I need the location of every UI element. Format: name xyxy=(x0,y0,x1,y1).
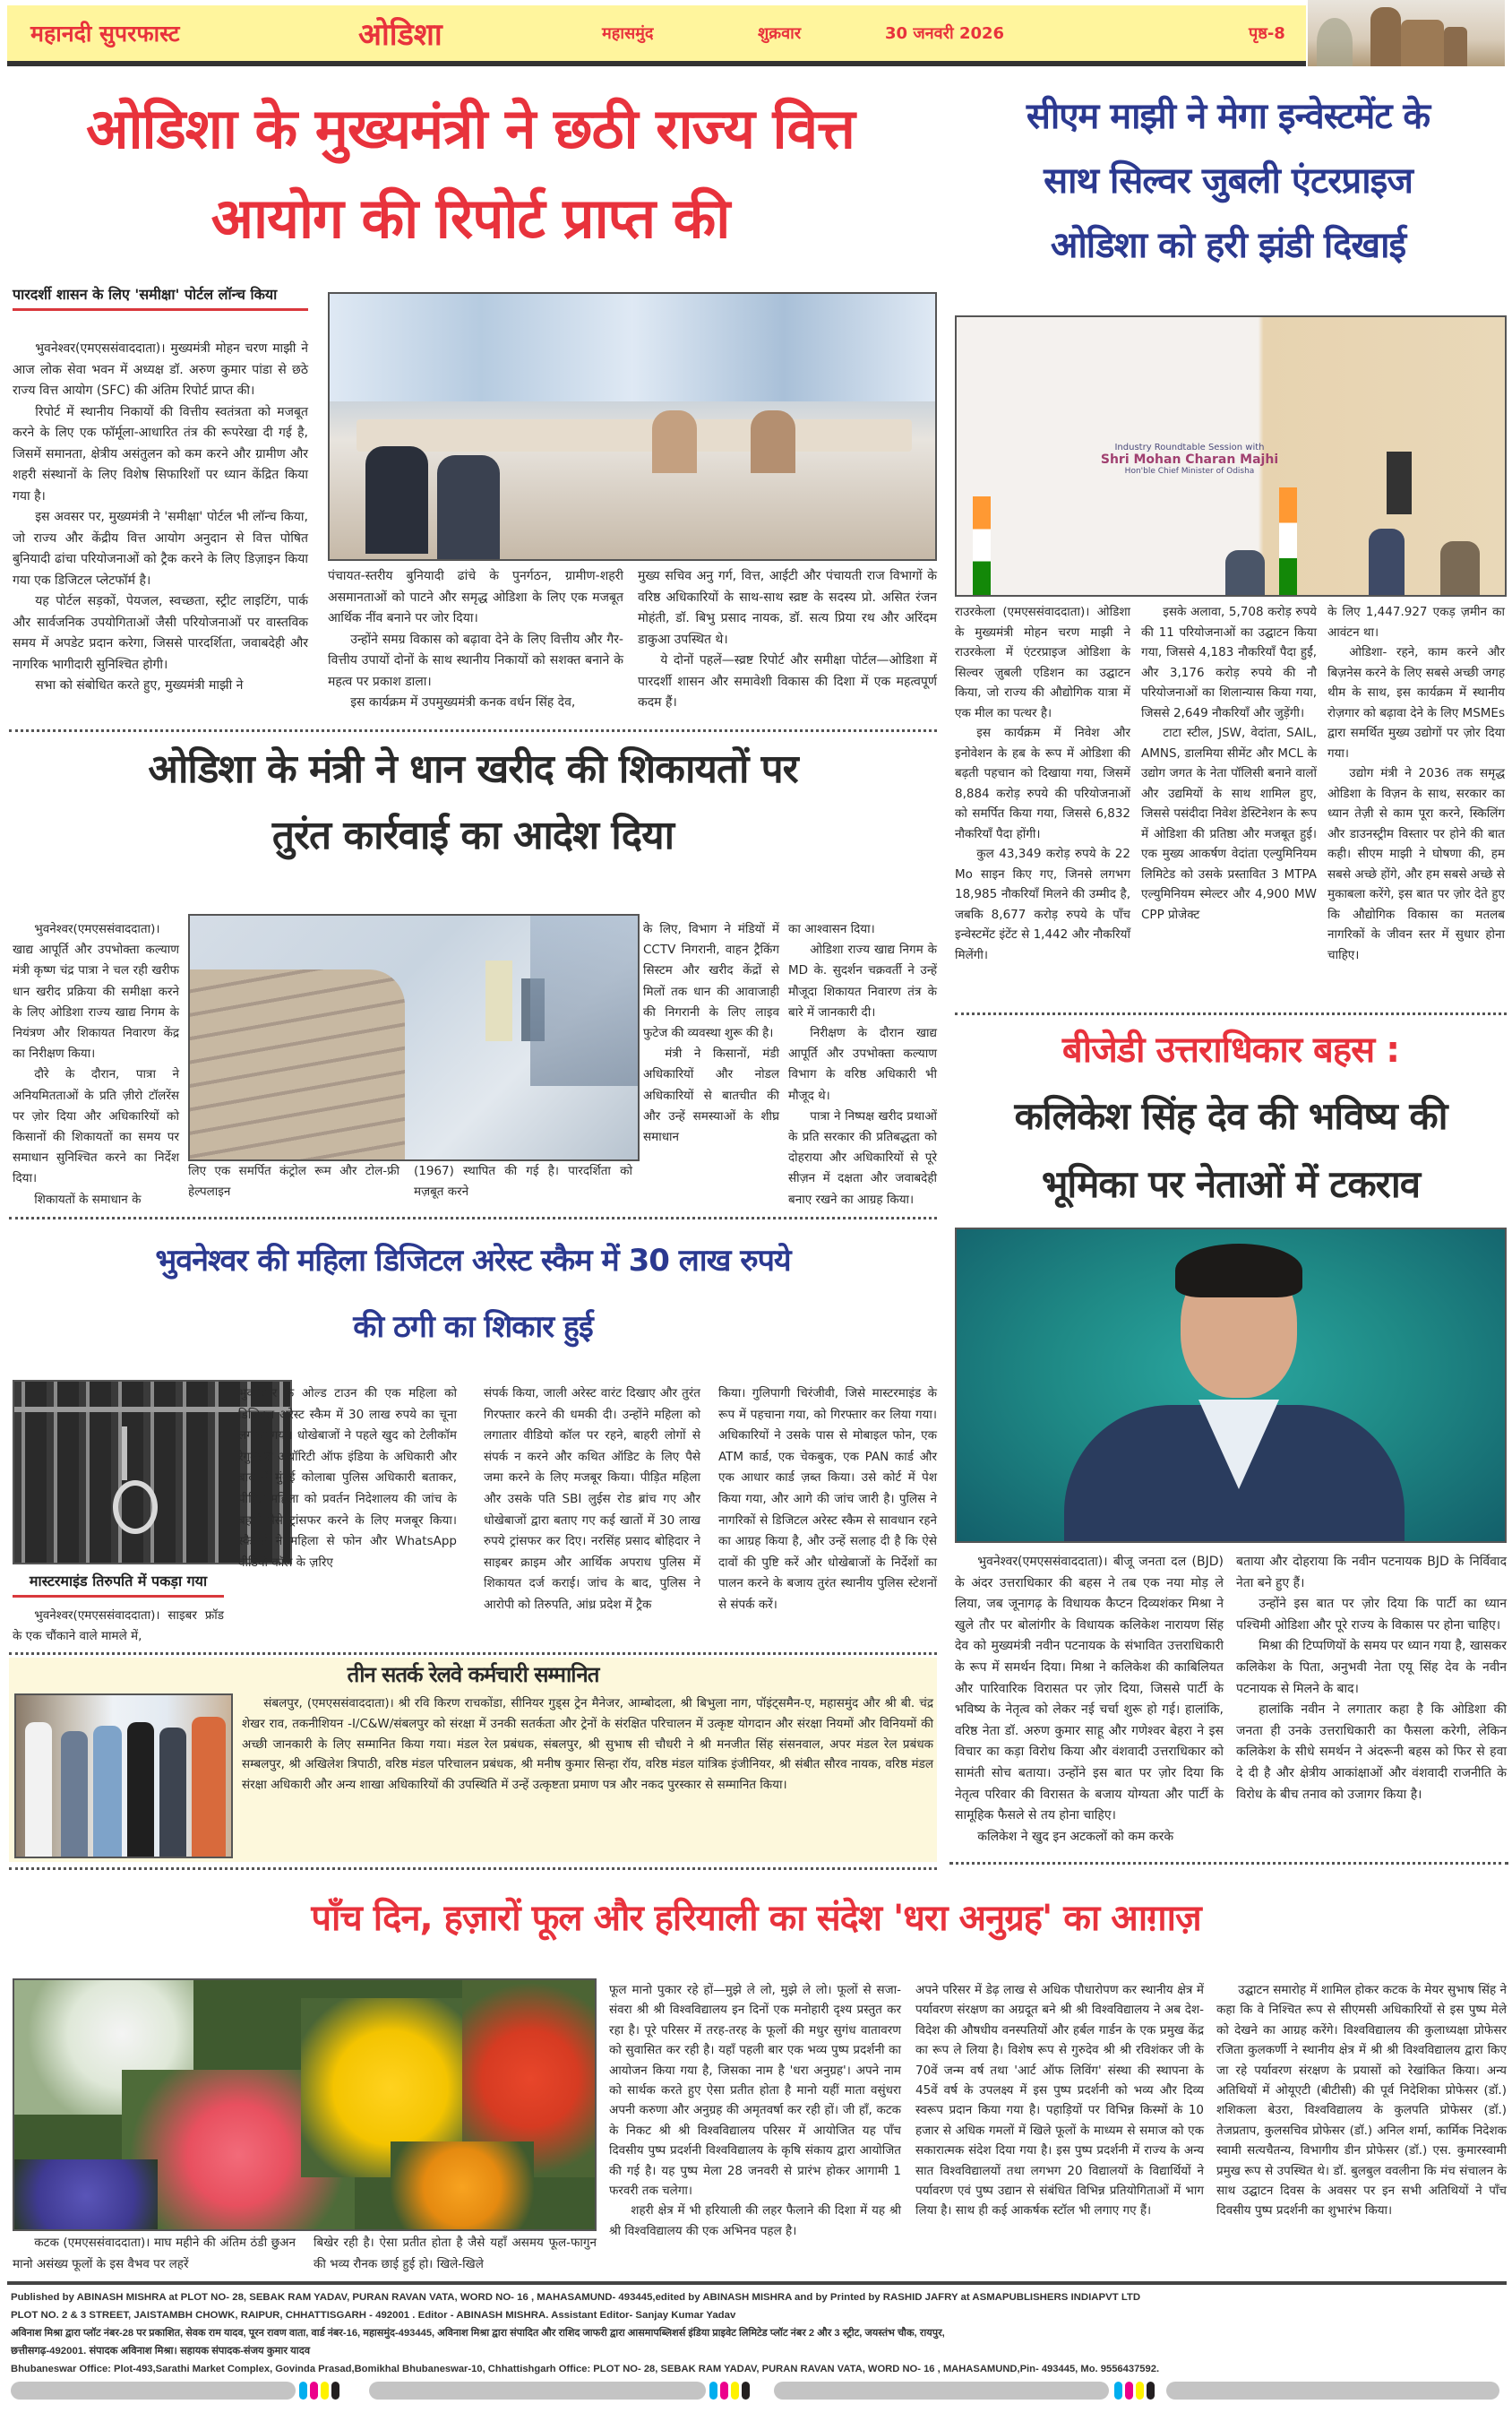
story5-headline-line1: भुवनेश्वर की महिला डिजिटल अरेस्ट स्कैम में 30 लाख रुपये xyxy=(155,1243,791,1279)
temple-image xyxy=(1308,0,1505,66)
story4-kicker: बीजेडी उत्तराधिकार बहस : xyxy=(1061,1030,1400,1071)
story7-caption-a: कटक (एमएससंवाददाता)। माघ महीने की अंतिम ठंडी छुअन मानो असंख्य फूलों के इस वैभव पर लहरें xyxy=(13,2236,296,2271)
story2-headline-line2: साथ सिल्वर जुबली एंटरप्राइज xyxy=(1044,160,1413,202)
story2-col1: राउरकेला (एमएससंवाददाता)। ओडिशा के मुख्यमंत्री मोहन चरण माझी ने राउरकेला में एंटरप्राइज ओडिशा के सिल्वर ज़ुबली एडिशन का उद्घाटन किया, जो राज्य की औद्योगिक यात्रा में एक मील का पत्थर है। इस कार्यक्रम में निवेश और इनोवेशन के हब के रूप में ओडिशा की बढ़ती पहचान को दिखाया गया, जिसमें 8,884 करोड़ रुपये की परियोजनाओं को समर्पित किया गया, जिससे 6,832 नौकरियाँ पैदा होंगी। कुल 43,349 करोड़ रुपये के 22 Mo साइन किए गए, जिनसे लगभग 18,985 नौकरियाँ मिलने की उम्मीद है, जबकि 8,677 करोड़ रुपये के पाँच इन्वेस्टमेंट इंटेंट से 1,442 और नौकरियाँ मिलेंगी। xyxy=(955,605,1130,962)
story1-photo-meeting xyxy=(328,292,937,561)
story7-col3: अपने परिसर में डेढ़ लाख से अधिक पौधारोपण कर स्थानीय क्षेत्र में पर्यावरण संरक्षण का अग्रदूत बने श्री श्री विश्वविद्यालय ने अब देश-विदेश की औषधीय वनस्पतियों और हर्बल गार्डन के एक प्रमुख केंद्र का रूप ले लिया है। विशेष रूप से गुरुदेव श्री श्री रविशंकर जी के 70वें जन्म वर्ष तथा 'आर्ट ऑफ लिविंग' संस्था की स्थापना के 45वें वर्ष के उपलक्ष्य में इस पुष्प प्रदर्शनी को भव्य और दिव्य स्वरूप प्रदान किया गया है। पहाड़ियों पर विभिन्न किस्मों के 10 हजार से अधिक गमलों में खिले फूलों के माध्यम से समाज को एक सकारात्मक संदेश दिया गया है। इस पुष्प प्रदर्शनी में राज्य के अन्य सात विश्वविद्यालयों तथा लगभग 20 विद्यालयों के विद्यार्थियों ने पर्यावरण एवं पुष्प उद्यान से संबंधित विभिन्न प्रतियोगिताओं में भाग लिया है। साथ ही कई आकर्षक स्टॉल भी लगाए गए हैं। xyxy=(915,1983,1204,2219)
story5-col2: भुवनेश्वर के ओल्ड टाउन की एक महिला को डिजिटल अरेस्ट स्कैम में 30 लाख रुपये का चूना लगाया गया। धोखेबाजों ने पहले खुद को टेलीकॉम रेगुलेटरी अथॉरिटी ऑफ इंडिया के अधिकारी और बाद में मुंबई कोलाबा पुलिस अधिकारी बताकर, पीड़ित महिला को प्रवर्तन निदेशालय की जांच के बहाने पैसे ट्रांसफर करने के लिए मजबूर किया। स्कैमर्स ने महिला से फोन और WhatsApp वीडियो कॉल के ज़रिए xyxy=(238,1386,457,1570)
story3-col3: के लिए, विभाग ने मंडियों में CCTV निगरानी, वाहन ट्रैकिंग सिस्टम और खरीद केंद्रों से मिलों तक धान की आवाजाही की निगरानी के लिए लाइव फुटेज की व्यवस्था शुरू की है। मंत्री ने किसानों, मंडी अधिकारियों और नोडल अधिकारियों से बातचीत की और उन्हें समस्याओं के शीघ्र समाधान xyxy=(643,922,779,1145)
story1-subhead: पारदर्शी शासन के लिए 'समीक्षा' पोर्टल लॉन्च किया xyxy=(13,285,308,311)
divider xyxy=(9,1652,937,1655)
story5-col3: संपर्क किया, जाली अरेस्ट वारंट दिखाए और तुरंत गिरफ्तार करने की धमकी दी। उन्होंने महिला को लगातार वीडियो कॉल पर रहने, बाहरी लोगों से संपर्क न करने और कथित ऑडिट के लिए पैसे जमा करने के लिए मजबूर किया। पीड़ित महिला और उसके पति SBI लुईस रोड ब्रांच गए और धोखेबाजों द्वारा बताए गए कई खातों में 30 लाख रुपये ट्रांसफर कर दिए। नरसिंह प्रसाद बोहिदार ने साइबर क्राइम और आर्थिक अपराध पुलिस में शिकायत दर्ज कराई। जांच के बाद, पुलिस ने आरोपी को तिरुपति, आंध्र प्रदेश में ट्रैक xyxy=(484,1386,700,1612)
story2-headline-line3: ओडिशा को हरी झंडी दिखाई xyxy=(1050,225,1406,266)
registration-mark xyxy=(1136,2382,1144,2400)
story2-photo-roundtable xyxy=(955,315,1507,597)
masthead-rule xyxy=(7,61,1306,66)
story4-col2: बताया और दोहराया कि नवीन पटनायक BJD के निर्विवाद नेता बने हुए हैं। उन्होंने इस बात पर ज़ोर दिया कि पार्टी का ध्यान पश्चिमी ओडिशा और पूरे राज्य के विकास पर होना चाहिए। मिश्रा की टिप्पणियों के समय पर ध्यान गया है, खासकर कलिकेश के पिता, अनुभवी नेता एयू सिंह देव के नवीन पटनायक से मिलने के बाद। हालांकि नवीन ने लगातार कहा है कि ओडिशा की जनता ही उनके उत्तराधिकारी का फैसला करेगी, लेकिन कलिकेश के सीधे समर्थन ने अंदरूनी बहस को फिर से हवा दे दी है और क्षेत्रीय आकांक्षाओं और वंशवादी राजनीति के विरोध के बीच तनाव को उजागर किया है। xyxy=(1236,1555,1507,1802)
story5-lead: भुवनेश्वर(एमएससंवाददाता)। साइबर फ्रॉड के एक चौंकाने वाले मामले में, xyxy=(13,1608,224,1643)
story1-col2: पंचायत-स्तरीय बुनियादी ढांचे के पुनर्गठन, ग्रामीण-शहरी असमानताओं को पाटने और समृद्ध ओडिशा के लिए एक मजबूत आर्थिक नींव बनाने पर जोर दिया। उन्होंने समग्र विकास को बढ़ावा देने के लिए वित्तीय और गैर-वित्तीय उपायों दोनों के साथ स्थानीय निकायों को सशक्त बनाने के महत्व पर प्रकाश डाला। इस कार्यक्रम में उपमुख्यमंत्री कनक वर्धन सिंह देव, xyxy=(328,569,623,710)
story1-headline-line2: आयोग की रिपोर्ट प्राप्त की xyxy=(210,185,730,251)
story7-col2: फूल मानो पुकार रहे हों—मुझे ले लो, मुझे ले लो। फूलों से सजा-संवरा श्री श्री विश्वविद्यालय इन दिनों एक मनोहारी दृश्य प्रस्तुत कर रहा है। पूरे परिसर में तरह-तरह के फूलों की मधुर सुगंध वातावरण को सुवासित कर रही है। यहाँ पहली बार एक भव्य पुष्प प्रदर्शनी का आयोजन किया गया है, जिसका नाम है 'धरा अनुग्रह'। अपने नाम को सार्थक करते हुए ऐसा प्रतीत होता है मानो यहीं माता वसुंधरा अपनी करुणा और अनुग्रह की अमृतवर्षा कर रही हों। जी हाँ, कटक के निकट श्री श्री विश्वविद्यालय परिसर में आयोजित यह पाँच दिवसीय पुष्प प्रदर्शनी विश्वविद्यालय के कृषि संकाय द्वारा आयोजित की गई है। यह पुष्प मेला 28 जनवरी से प्रारंभ होकर आगामी 1 फरवरी तक चलेगा। शहरी क्षेत्र में भी हरियाली की लहर फैलाने की दिशा में यह श्री श्री विश्वविद्यालय की एक अभिनव पहल है। xyxy=(609,1983,901,2238)
divider xyxy=(9,1217,937,1219)
registration-mark xyxy=(321,2382,329,2400)
date: 30 जनवरी 2026 xyxy=(885,24,1005,43)
story7-caption-b: बिखेर रही है। ऐसा प्रतीत होता है जैसे यहाँ असमय फूल-फागुन की भव्य रौनक छाई हुई हो। खिले-खिले xyxy=(314,2236,597,2271)
story1-headline xyxy=(9,84,932,263)
story3-col1: भुवनेश्वर(एमएससंवाददाता)। खाद्य आपूर्ति और उपभोक्ता कल्याण मंत्री कृष्ण चंद्र पात्रा ने चल रही खरीफ धान खरीद प्रक्रिया की समीक्षा करने के लिए ओडिशा राज्य खाद्य निगम के नियंत्रण और शिकायत निवारण केंद्र का निरीक्षण किया। दौरे के दौरान, पात्रा ने अनियमितताओं के प्रति ज़ीरो टॉलरेंस पर ज़ोर दिया और अधिकारियों को किसानों की शिकायतों का समय पर समाधान सुनिश्चित करने का निर्देश दिया। शिकायतों के समाधान के xyxy=(13,922,179,1207)
imprint-line3: अविनाश मिश्रा द्वारा प्लॉट नंबर-28 पर प्रकाशित, सेवक राम यादव, पूरन रावण वाता, वार्ड नंबर-16, महासमुंद-493445, अविनाश मिश्रा द्वारा संपादित और राशिद जाफरी द्वारा आसमापब्लिशर्स इंडिया प्राइवेट लिमिटेड प्लॉट नंबर 2 और 3 स्ट्रीट, जयस्तंभ चौक, रायपुर, xyxy=(11,2328,945,2339)
photo-banner-line2: Shri Mohan Charan Majhi xyxy=(1100,452,1279,467)
registration-mark xyxy=(1114,2382,1122,2400)
registration-mark xyxy=(1125,2382,1133,2400)
section-title: ओडिशा xyxy=(358,17,442,53)
photo-banner-line3: Hon'ble Chief Minister of Odisha xyxy=(1124,467,1255,476)
imprint xyxy=(11,2288,1507,2378)
registration-mark xyxy=(310,2382,318,2400)
city: महासमुंद xyxy=(602,24,654,43)
story3-headline xyxy=(9,737,937,869)
story1-headline-line1: ओडिशा के मुख्यमंत्री ने छठी राज्य वित्त xyxy=(86,96,855,161)
divider xyxy=(9,729,937,732)
story6-body: संबलपुर, (एमएससंवाददाता)। श्री रवि किरण राचकोंडा, सीनियर गुड्स ट्रेन मैनेजर, आम्बोदला, श्री बिभुला नाग, पॉइंट्समैन-ए, महासमुंद और श्री बी. चंद्र शेखर राव, तकनीशियन -I/C&W/संबलपुर को संरक्षा में उनकी सतर्कता और ट्रेनों के संरक्षित परिचालन में उत्कृष्ट योगदान और संरक्षा नियमों और विनियमों की अच्छी जानकारी के लिए सम्मानित किया गया। मंडल रेल प्रबंधक, संबलपुर, श्री सुभाष सी चौधरी ने श्री मनजीत सिंह संसनवाल, अपर मंडल रेल प्रबंधक सम्बलपुर, श्री अखिलेश त्रिपाठी, वरिष्ठ मंडल परिचालन प्रबंधक, श्री मनीष कुमार सिन्हा रॉय, वरिष्ठ मंडल यांत्रिक इंजीनियर, श्री संबीत सौरव नायक, वरिष्ठ मंडल संरक्षा अधिकारी और अन्य शाखा अधिकारियों की उपस्थिति में उन्हें उत्कृष्टता प्रमाण पत्र और नकद पुरस्कार से सम्मानित किया। xyxy=(242,1696,933,1793)
story4-headline-line1: कलिकेश सिंह देव की भविष्य की xyxy=(1014,1094,1448,1138)
story6-photo-award xyxy=(14,1693,233,1858)
registration-mark xyxy=(720,2382,728,2400)
masthead xyxy=(7,5,1306,61)
cmyk-marks xyxy=(709,2382,750,2400)
registration-mark xyxy=(742,2382,750,2400)
registration-strip xyxy=(11,2382,1507,2400)
story1-col3: मुख्य सचिव अनु गर्ग, वित्त, आईटी और पंचायती राज विभागों के वरिष्ठ अधिकारियों के साथ-साथ स्व्रष्ट के सदस्य प्रो. असित रंजन मोहंती, डॉ. बिभु प्रसाद नायक, डॉ. सत्य प्रिया रथ और अरिंदम डाकुआ उपस्थित थे। ये दोनों पहलें—स्व्रष्ट रिपोर्ट और समीक्षा पोर्टल—ओडिशा में पारदर्शी शासन और समावेशी विकास की दिशा में एक महत्वपूर्ण कदम हैं। xyxy=(638,569,937,710)
story2-col3: के लिए 1,447.927 एकड़ ज़मीन का आवंटन था। ओडिशा- रहने, काम करने और बिज़नेस करने के लिए सबसे अच्छी जगह थीम के साथ, इस कार्यक्रम में स्थानीय रोज़गार को बढ़ावा देने के लिए MSMEs द्वारा समर्थित मुख्य उद्योगों पर ज़ोर दिया गया। उद्योग मंत्री ने 2036 तक समृद्ध ओडिशा के विज़न के साथ, सरकार का ध्यान तेज़ी से काम पूरा करने, स्किलिंग और डाउनस्ट्रीम विस्तार पर होने की बात कही। सीएम माझी ने घोषणा की, हम सबसे अच्छे होंगे, और हम सबसे अच्छे से मुकाबला करेंगे, इस बात पर ज़ोर देते हुए कि औद्योगिक विकास का मतलब नागरिकों के जीवन स्तर में सुधार होना चाहिए। xyxy=(1327,605,1505,962)
story7-col4: उद्घाटन समारोह में शामिल होकर कटक के मेयर सुभाष सिंह ने कहा कि वे निश्चित रूप से सीएमसी अधिकारियों से इस पुष्प मेले को देखने का आग्रह करेंगे। विश्वविद्यालय की कुलाध्यक्षा प्रोफेसर रजिता कुलकर्णी ने स्थानीय क्षेत्र में श्री श्री विश्वविद्यालय द्वारा किए जा रहे पर्यावरण संरक्षण के प्रयासों को रेखांकित किया। अन्य अतिथियों में ओयूएटी (बीटीसी) की पूर्व निदेशिका प्रोफेसर (डॉ.) शशिकला बेउरा, विश्वविद्यालय के कुलपति प्रोफेसर (डॉ.) तेजप्रताप, कुलसचिव प्रोफेसर (डॉ.) अनिल शर्मा, कार्मिक निदेशक स्वामी सत्यचैतन्य, विभागीय डीन प्रोफेसर (डॉ.) एस. कुमारस्वामी प्रमुख रूप से उपस्थित थे। डॉ. बुलबुल ववलीना कि मंच संचालन के साथ उद्घाटन दिवस के अवसर पर इन सभी अतिथियों ने पाँच दिवसीय पुष्प प्रदर्शनी का शुभारंभ किया। xyxy=(1216,1983,1507,2219)
page-number: पृष्ठ-8 xyxy=(1249,24,1285,43)
footer-rule xyxy=(7,2281,1507,2285)
story5-subhead: मास्टरमाइंड तिरुपति में पकड़ा गया xyxy=(13,1572,224,1598)
registration-mark xyxy=(709,2382,717,2400)
story4-headline xyxy=(955,1082,1507,1219)
story4-col1: भुवनेश्वर(एमएससंवाददाता)। बीजू जनता दल (BJD) के अंदर उत्तराधिकार की बहस ने तब एक नया मोड़ ले लिया, जब जूनागढ़ के विधायक कैप्टन दिव्यशंकर मिश्रा ने खुले तौर पर बोलांगीर के विधायक कलिकेश नारायण सिंह देव को मुख्यमंत्री नवीन पटनायक के संभावित उत्तराधिकारी के रूप में समर्थन दिया। मिश्रा ने कलिकेश की काबिलियत और पारिवारिक विरासत पर ज़ोर दिया, जिससे पार्टी के भविष्य के नेतृत्व को लेकर नई चर्चा शुरू हो गई। हालांकि, वरिष्ठ नेता डॉ. अरुण कुमार साहू और गणेश्वर बेहरा ने इस विचार का कड़ा विरोध किया और वंशवादी उत्तराधिकार को सामंती सोच बताया। उन्होंने इस बात पर ज़ोर दिया कि नेतृत्व परिवार की विरासत के बजाय योग्यता और पार्टी के सामूहिक फैसले से तय होना चाहिए। कलिकेश ने खुद इन अटकलों को कम करके xyxy=(955,1555,1224,1844)
divider xyxy=(955,1012,1507,1015)
story7-headline: पाँच दिन, हज़ारों फूल और हरियाली का संदेश 'धरा अनुग्रह' का आग़ाज़ xyxy=(311,1898,1201,1939)
imprint-line5: Bhubaneswar Office: Plot-493,Sarathi Market Complex, Govinda Prasad,Bomikhal Bhubaneswar-10, Chhattishgarh Office: PLOT NO- 28, SEBAK RAM YADAV, PURAN RAVAN VATA, WORD NO- 16 , MAHASAMUND,Pin- 493445, Mo. 9556437592. xyxy=(11,2364,1160,2374)
registration-mark xyxy=(331,2382,339,2400)
story2-headline-line1: सीएम माझी ने मेगा इन्वेस्टमेंट के xyxy=(1026,96,1430,137)
story3-headline-line1: ओडिशा के मंत्री ने धान खरीद की शिकायतों पर xyxy=(148,746,798,792)
cmyk-marks xyxy=(1114,2382,1155,2400)
photo-banner-line1: Industry Roundtable Session with xyxy=(1114,443,1265,452)
imprint-line2: PLOT NO. 2 & 3 STREET, JAISTAMBH CHOWK, RAIPUR, CHHATTISGARH - 492001 . Editor - ABINASH MISHRA. Assistant Editor- Sanjay Kumar Yadav xyxy=(11,2310,736,2321)
story5-col4: किया। गुलिपागी चिरंजीवी, जिसे मास्टरमाइंड के रूप में पहचाना गया, को गिरफ्तार कर लिया गया। अधिकारियों ने उसके पास से मोबाइल फोन, एक ATM कार्ड, एक चेकबुक, एक PAN कार्ड और एक आधार कार्ड ज़ब्त किया। उसे कोर्ट में पेश किया गया, और आगे की जांच जारी है। पुलिस ने नागरिकों से डिजिटल अरेस्ट स्कैम से सावधान रहने का आग्रह किया है, और उन्हें सलाह दी है कि ऐसे दावों की पुष्टि करें और धोखेबाजों के निर्देशों का पालन करने के बजाय तुरंत स्थानीय पुलिस स्टेशनों से संपर्क करें। xyxy=(718,1386,937,1612)
divider xyxy=(9,1867,937,1870)
story1-col1: भुवनेश्वर(एमएससंवाददाता)। मुख्यमंत्री मोहन चरण माझी ने आज लोक सेवा भवन में अध्यक्ष डॉ. अरुण कुमार पांडा से छठे राज्य वित्त आयोग (SFC) की अंतिम रिपोर्ट प्राप्त की। रिपोर्ट में स्थानीय निकायों की वित्तीय स्वतंत्रता को मजबूत करने के लिए एक फॉर्मूला-आधारित तंत्र की रूपरेखा दी गई है, जिसमें समानता, क्षेत्रीय असंतुलन को कम करने और ग्रामीण और शहरी संस्थानों के लिए विशेष सिफारिशों पर ध्यान केंद्रित किया गया है। इस अवसर पर, मुख्यमंत्री ने 'समीक्षा' पोर्टल भी लॉन्च किया, जो राज्य और केंद्रीय वित्त आयोग अनुदान से वित्त पोषित बुनियादी ढांचा परियोजनाओं को ट्रैक करने के लिए डिज़ाइन किया गया एक डिजिटल प्लेटफॉर्म है। यह पोर्टल सड़कों, पेयजल, स्वच्छता, स्ट्रीट लाइटिंग, पार्क और सार्वजनिक उपयोगिताओं जैसी परियोजनाओं पर वास्तविक समय में अपडेट प्रदान करेगा, जिससे पारदर्शिता, जवाबदेही और नागरिक भागीदारी सुनिश्चित होगी। सभा को संबोधित करते हुए, मुख्यमंत्री माझी ने xyxy=(13,341,308,693)
divider xyxy=(949,1862,1508,1865)
story2-headline xyxy=(949,84,1507,278)
story7-photo-flowers xyxy=(13,1978,597,2231)
story5-headline xyxy=(9,1228,937,1360)
story5-headline-line2: की ठगी का शिकार हुई xyxy=(353,1309,593,1345)
story3-photo-paddy-sacks xyxy=(188,914,640,1161)
story2-col2: इसके अलावा, 5,708 करोड़ रुपये की 11 परियोजनाओं का उद्घाटन किया गया, जिससे 4,183 नौकरियाँ पैदा हुईं, और 3,176 करोड़ रुपये की नौ परियोजनाओं का शिलान्यास किया गया, जिससे 2,649 नौकरियाँ और जुड़ेंगी। टाटा स्टील, JSW, वेदांता, SAIL, AMNS, डालमिया सीमेंट और MCL के उद्योग जगत के नेता पॉलिसी बनाने वालों और उद्यमियों के साथ शामिल हुए, जिससे पसंदीदा निवेश डेस्टिनेशन के रूप में ओडिशा की प्रतिष्ठा और मजबूत हुई। एक मुख्य आकर्षण वेदांता एल्युमिनियम लिमिटेड को उसके प्रस्तावित 3 MTPA एल्युमिनियम स्मेल्टर और 4,900 MW CPP प्रोजेक्ट xyxy=(1141,605,1317,922)
registration-mark xyxy=(731,2382,739,2400)
story6-headline: तीन सतर्क रेलवे कर्मचारी सम्मानित xyxy=(347,1662,599,1687)
story3-col4: का आश्वासन दिया। ओडिशा राज्य खाद्य निगम के MD के. सुदर्शन चक्रवर्ती ने उन्हें मौजूदा शिकायत निवारण तंत्र के बारे में जानकारी दी। निरीक्षण के दौरान खाद्य आपूर्ति और उपभोक्ता कल्याण विभाग के वरिष्ठ अधिकारी भी मौजूद थे। पात्रा ने निष्पक्ष खरीद प्रथाओं के प्रति सरकार की प्रतिबद्धता को दोहराया और अधिकारियों से पूरे सीज़न में दक्षता और जवाबदेही बनाए रखने का आग्रह किया। xyxy=(788,922,937,1207)
story4-headline-line2: भूमिका पर नेताओं में टकराव xyxy=(1041,1162,1421,1206)
imprint-line4: छत्तीसगढ़-492001. संपादक अविनाश मिश्रा। सहायक संपादक-संजय कुमार यादव xyxy=(11,2346,311,2357)
paper-name: महानदी सुपरफास्ट xyxy=(30,21,180,47)
cmyk-marks xyxy=(299,2382,339,2400)
story3-headline-line2: तुरंत कार्रवाई का आदेश दिया xyxy=(271,813,674,858)
story4-photo-portrait xyxy=(955,1228,1507,1543)
day: शुक्रवार xyxy=(758,24,802,43)
imprint-line1: Published by ABINASH MISHRA at PLOT NO- 28, SEBAK RAM YADAV, PURAN RAVAN VATA, WORD NO- 16 , MAHASAMUND- 493445,edited by ABINASH MISHRA and by Printed by RASHID JAFRY at ASMAPUBLISHERS INDIAPVT LTD xyxy=(11,2292,1141,2303)
registration-mark xyxy=(1147,2382,1155,2400)
story3-below-photo-b: (1967) स्थापित की गई है। पारदर्शिता को मज़बूत करने xyxy=(414,1164,632,1200)
registration-mark xyxy=(299,2382,307,2400)
story3-below-photo-a: लिए एक समर्पित कंट्रोल रूम और टोल-फ्री हेल्पलाइन xyxy=(188,1164,399,1200)
